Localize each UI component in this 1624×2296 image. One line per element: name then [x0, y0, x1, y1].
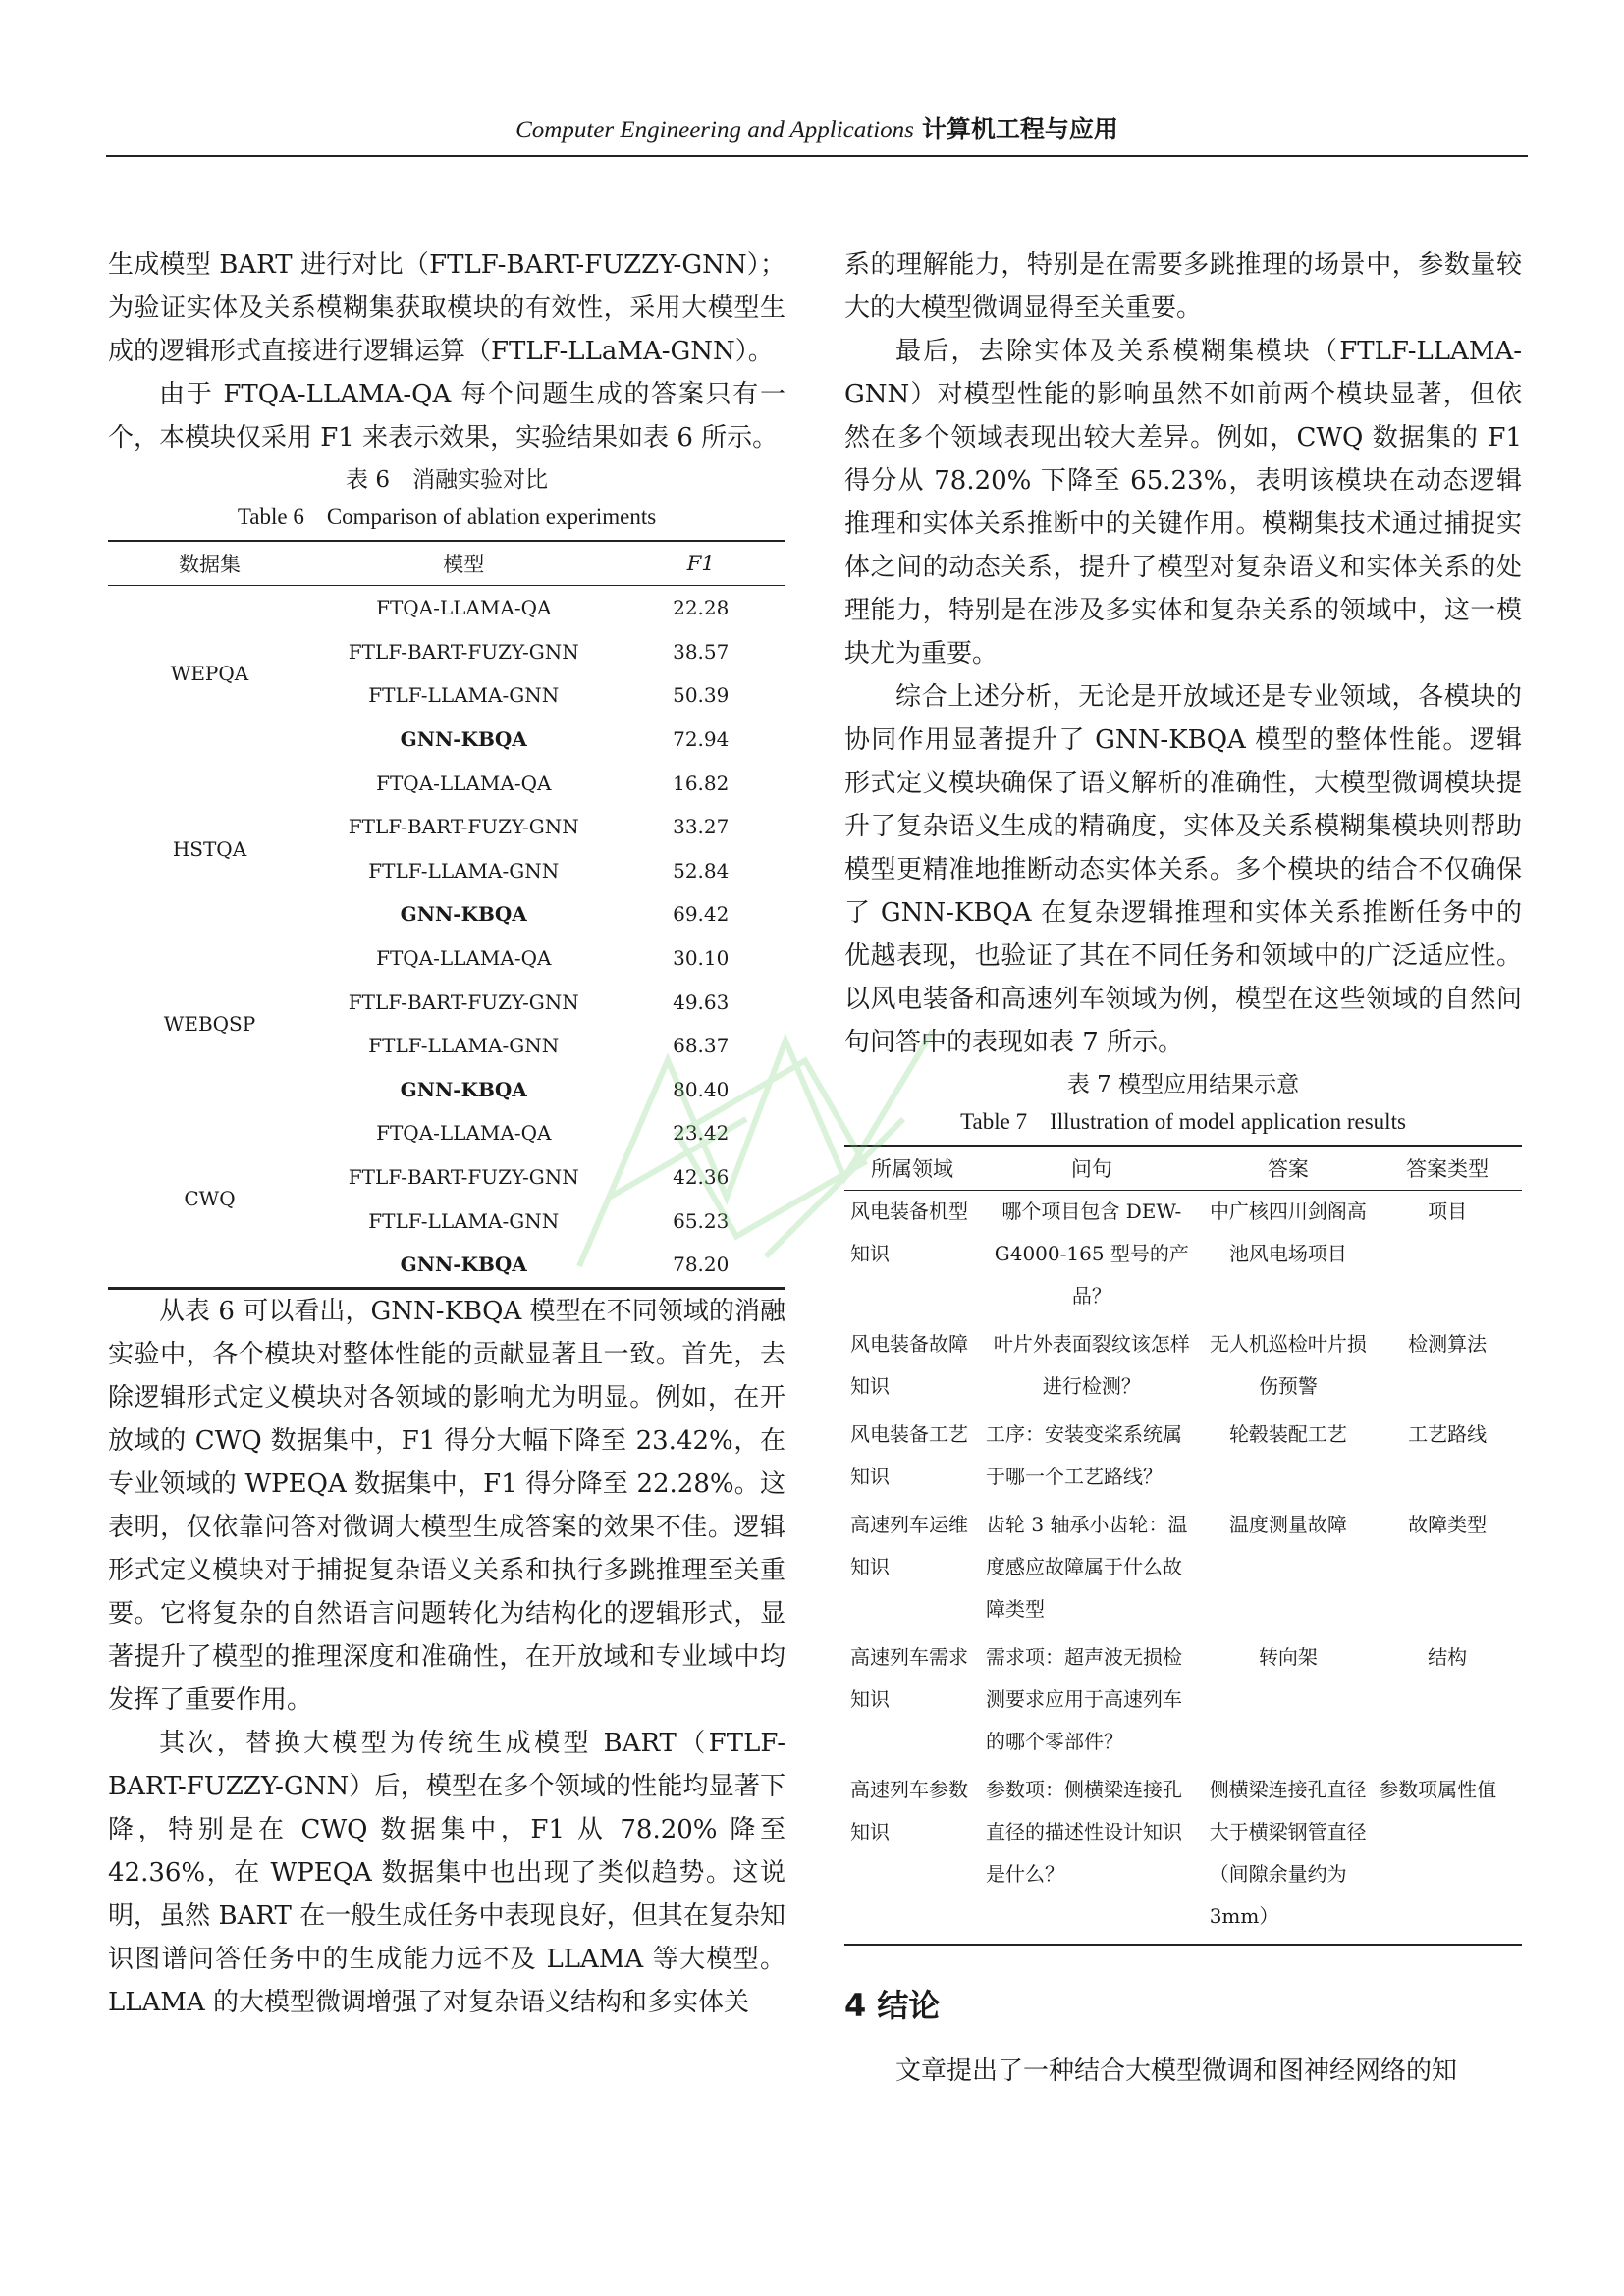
f1-cell: 23.42 [673, 1121, 730, 1146]
f1-cell: 52.84 [673, 858, 730, 882]
dataset-cell: WEBQSP [163, 1011, 256, 1036]
paragraph: 综合上述分析，无论是开放域还是专业领域，各模块的协同作用显著提升了 GNN-KBQA 模型的整体性能。逻辑形式定义模块确保了语义解析的准确性，大模型微调模块提升了复杂语义生成的精确度，实体及关系模糊集模块则帮助模型更精准地推断动态实体关系。多个模块的结合不仅确保了 GNN-KBQA 在复杂逻辑推理和实体关系推断任务中的优越表现，也验证了其在不同任务和领域中的广泛适应性。以风电装备和高速列车领域为例，模型在这些领域的自然问句问答中的表现如表 7 所示。 [844, 682, 1522, 1057]
model-cell: FTLF-BART-FUZY-GNN [348, 1165, 579, 1190]
running-header [106, 110, 1528, 150]
answer-cell: 侧横梁连接孔直径大于横梁钢管直径（间隙余量约为 3mm） [1209, 1778, 1367, 1928]
table7-caption-zh: 表 7 模型应用结果示意 [1066, 1072, 1300, 1097]
f1-cell: 16.82 [673, 771, 730, 795]
column-header: F1 [617, 541, 786, 586]
dataset-cell: HSTQA [172, 836, 247, 861]
model-cell: FTLF-LLAMA-GNN [368, 858, 560, 882]
table-header-row [844, 1146, 1522, 1191]
paragraph: 最后，去除实体及关系模糊集模块（FTLF-LLAMA-GNN）对模型性能的影响虽然不如前两个模块显著，但依然在多个领域表现出较大差异。例如，CWQ 数据集的 F1 得分从 78.20% 下降至 65.23%，表明该模块在动态逻辑推理和实体关系推断中的关键作用。模糊集技术通过捕捉实体之间的动态关系，提升了模型对复杂语义和实体关系的处理能力，特别是在涉及多实体和复杂关系的领域中，这一模块尤为重要。 [844, 337, 1522, 668]
f1-cell: 69.42 [673, 902, 730, 927]
model-cell: GNN-KBQA [400, 902, 527, 927]
model-cell: FTLF-BART-FUZY-GNN [348, 815, 579, 839]
question-cell: 齿轮 3 轴承小齿轮：温度感应故障属于什么故障类型 [986, 1513, 1188, 1621]
model-cell: FTQA-LLAMA-QA [376, 1121, 552, 1146]
column-header: 答案 [1204, 1146, 1374, 1191]
f1-cell: 38.57 [673, 639, 730, 664]
f1-cell: 22.28 [673, 596, 730, 620]
f1-cell: 42.36 [673, 1165, 730, 1190]
column-header: 所属领域 [844, 1146, 980, 1191]
domain-cell: 风电装备机型知识 [850, 1200, 968, 1265]
answer-type-cell: 参数项属性值 [1379, 1778, 1497, 1801]
answer-type-cell: 工艺路线 [1408, 1422, 1488, 1446]
question-cell: 需求项：超声波无损检测要求应用于高速列车的哪个零部件？ [986, 1645, 1182, 1753]
column-header: 问句 [980, 1146, 1204, 1191]
table6-caption-en: Table 6 Comparison of ablation experiments [237, 505, 657, 529]
f1-cell: 68.37 [673, 1034, 730, 1058]
table-row [108, 586, 785, 630]
column-header: 数据集 [108, 541, 311, 586]
answer-cell: 转向架 [1258, 1645, 1318, 1669]
table7 [844, 1145, 1522, 1946]
left-column [108, 243, 785, 2024]
domain-cell: 高速列车运维知识 [850, 1513, 968, 1578]
answer-type-cell: 检测算法 [1408, 1332, 1488, 1356]
f1-cell: 80.40 [673, 1077, 730, 1101]
table-row [844, 1769, 1522, 1945]
f1-cell: 78.20 [673, 1253, 730, 1277]
answer-cell: 中广核四川剑阁高池风电场项目 [1209, 1200, 1367, 1265]
table-row [108, 936, 785, 981]
f1-cell: 50.39 [673, 683, 730, 708]
model-cell: FTQA-LLAMA-QA [376, 946, 552, 971]
table-row [844, 1323, 1522, 1414]
answer-cell: 温度测量故障 [1228, 1513, 1347, 1536]
column-header: 答案类型 [1373, 1146, 1522, 1191]
model-cell: FTLF-LLAMA-GNN [368, 1034, 560, 1058]
table-row [844, 1636, 1522, 1769]
model-cell: FTLF-BART-FUZY-GNN [348, 989, 579, 1014]
model-cell: GNN-KBQA [400, 727, 527, 752]
answer-type-cell: 结构 [1428, 1645, 1468, 1669]
question-cell: 工序：安装变桨系统属于哪一个工艺路线？ [986, 1422, 1182, 1488]
model-cell: GNN-KBQA [400, 1253, 527, 1277]
model-cell: FTQA-LLAMA-QA [376, 771, 552, 795]
answer-cell: 无人机巡检叶片损伤预警 [1209, 1332, 1367, 1398]
table-row [844, 1504, 1522, 1636]
table-row [108, 1111, 785, 1155]
model-cell: FTLF-LLAMA-GNN [368, 683, 560, 708]
f1-cell: 72.94 [673, 727, 730, 752]
domain-cell: 风电装备故障知识 [850, 1332, 968, 1398]
journal-title-zh: 计算机工程与应用 [921, 115, 1118, 143]
paragraph: 由于 FTQA-LLAMA-QA 每个问题生成的答案只有一个，本模块仅采用 F1 来表示效果，实验结果如表 6 所示。 [108, 380, 785, 453]
answer-type-cell: 故障类型 [1408, 1513, 1488, 1536]
paragraph: 从表 6 可以看出，GNN-KBQA 模型在不同领域的消融实验中，各个模块对整体性能的贡献显著且一致。首先，去除逻辑形式定义模块对各领域的影响尤为明显。例如，在开放域的 CWQ 数据集中，F1 得分大幅下降至 23.42%，在专业领域的 WPEQA 数据集中，F1 得分降至 22.28%。这表明，仅依靠问答对微调大模型生成答案的效果不佳。逻辑形式定义模块对于捕捉复杂语义关系和执行多跳推理至关重要。它将复杂的自然语言问题转化为结构化的逻辑形式，显著提升了模型的推理深度和准确性，在开放域和专业域中均发挥了重要作用。 [108, 1296, 785, 1715]
journal-title-en: Computer Engineering and Applications [515, 117, 914, 143]
paragraph: 生成模型 BART 进行对比（FTLF-BART-FUZZY-GNN）；为验证实体及关系模糊集获取模块的有效性，采用大模型生成的逻辑形式直接进行逻辑运算（FTLF-LLaMA-GNN）。 [108, 250, 785, 366]
question-cell: 哪个项目包含 DEW-G4000-165 型号的产品？ [994, 1200, 1189, 1308]
f1-cell: 65.23 [673, 1208, 730, 1233]
table-row [844, 1414, 1522, 1504]
table6 [108, 540, 785, 1290]
model-cell: FTQA-LLAMA-QA [376, 596, 552, 620]
section-title: 4 结论 [844, 1987, 941, 2024]
column-header: 模型 [311, 541, 617, 586]
right-column [844, 243, 1522, 2093]
table6-caption-zh: 表 6 消融实验对比 [346, 467, 548, 493]
table-row [108, 761, 785, 805]
question-cell: 叶片外表面裂纹该怎样进行检测？ [993, 1332, 1190, 1398]
f1-cell: 30.10 [673, 946, 730, 971]
domain-cell: 高速列车参数知识 [850, 1778, 968, 1843]
paragraph: 文章提出了一种结合大模型微调和图神经网络的知 [895, 2056, 1458, 2086]
header-rule [106, 155, 1528, 157]
model-cell: GNN-KBQA [400, 1077, 527, 1101]
domain-cell: 风电装备工艺知识 [850, 1422, 968, 1488]
domain-cell: 高速列车需求知识 [850, 1645, 968, 1711]
dataset-cell: CWQ [184, 1187, 236, 1211]
f1-cell: 49.63 [673, 989, 730, 1014]
model-cell: FTLF-BART-FUZY-GNN [348, 639, 579, 664]
question-cell: 参数项：侧横梁连接孔直径的描述性设计知识是什么？ [986, 1778, 1182, 1886]
answer-cell: 轮毂装配工艺 [1228, 1422, 1347, 1446]
paragraph: 系的理解能力，特别是在需要多跳推理的场景中，参数量较大的大模型微调显得至关重要。 [844, 250, 1522, 323]
model-cell: FTLF-LLAMA-GNN [368, 1208, 560, 1233]
table-row [844, 1191, 1522, 1324]
answer-type-cell: 项目 [1428, 1200, 1468, 1223]
paragraph: 其次，替换大模型为传统生成模型 BART（FTLF-BART-FUZZY-GNN）后，模型在多个领域的性能均显著下降，特别是在 CWQ 数据集中，F1 从 78.20% 降至 42.36%，在 WPEQA 数据集中也出现了类似趋势。这说明，虽然 BART 在一般生成任务中表现良好，但其在复杂知识图谱问答任务中的生成能力远不及 LLAMA 等大模型。LLAMA 的大模型微调增强了对复杂语义结构和多实体关 [108, 1728, 785, 2017]
table7-caption-en: Table 7 Illustration of model application results [960, 1109, 1406, 1134]
table-header-row [108, 541, 785, 586]
dataset-cell: WEPQA [170, 662, 249, 686]
f1-cell: 33.27 [673, 815, 730, 839]
